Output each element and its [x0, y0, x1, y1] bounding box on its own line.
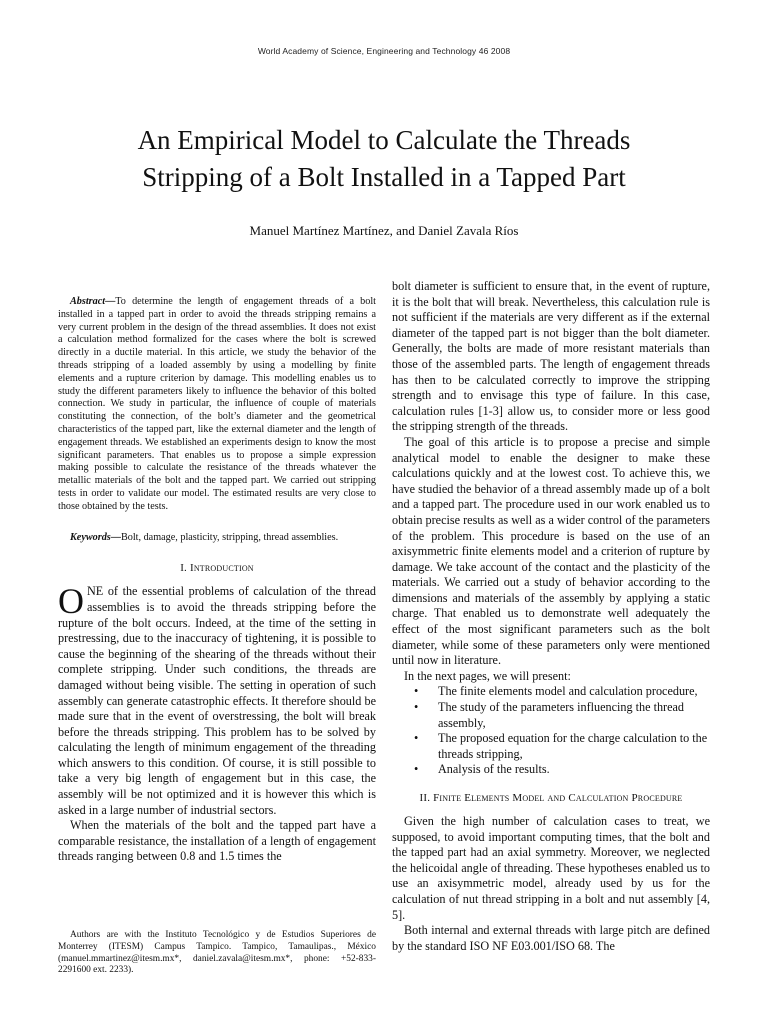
list-item [414, 684, 710, 700]
right-paragraph-3: In the next pages, we will present: [404, 668, 571, 683]
list-item [414, 762, 710, 778]
list-item-text: Analysis of the results. [438, 762, 550, 777]
keywords-label: Keywords [70, 531, 111, 543]
intro-paragraph-1 [58, 581, 376, 818]
paper-title [60, 122, 708, 196]
abstract [58, 296, 376, 514]
bullet-icon: • [414, 684, 419, 699]
bullet-icon: • [414, 700, 419, 715]
keywords-dash: — [110, 531, 121, 543]
title-line-2: Stripping of a Bolt Installed in a Tapped Part [142, 162, 626, 192]
bullet-icon: • [414, 731, 419, 746]
right-paragraph-1: bolt diameter is sufficient to ensure that, in the event of rupture, it is the bolt that will break. Nevertheless, this calculation rule is not sufficient if the materials are very different as if the external diameter of the tapped part is not bigger than the bolt diameter. Generally, the bolts are made of more resistant materials than those of the assembled parts. The length of engagement threads has then to be calculated correctly to improve the stripping strength and to envisage this type of failure. In this case, calculation rules [1-3] allow us, to consider more or less good the stripping strength of the threads. [392, 279, 710, 434]
list-item [414, 731, 710, 762]
keywords-text: Bolt, damage, plasticity, stripping, thread assemblies. [120, 531, 339, 543]
abstract-dash: — [105, 296, 116, 307]
drop-cap: O [58, 581, 84, 622]
right-paragraph-2: The goal of this article is to propose a precise and simple analytical model to enable the designer to make these calculations quickly and at the lowest cost. To achieve this, we have studied the behavior of a thread assembly made up of a bolt and a tapped part. The procedure used in our work enabled us to obtain precise results as well as a wider control of the parameters of the problem. This procedure is based on the use of an axisymmetric finite elements model and a criterion of rupture by damage. We take account of the contact and the plasticity of the materials. We carried out a study of behavior according to the dimensions and materials of the assembly by applying a static charge. That enabled us to demonstrate well adequately the effect of the most significant parameters such as the bolt diameter, while some of these parameters only were mentioned until now in literature. [392, 434, 710, 668]
section-heading-finite-elements: II. Finite Elements Model and Calculation Procedure [419, 792, 683, 804]
list-item-text: The proposed equation for the charge calculation to the threads stripping, [438, 731, 708, 761]
list-item-text: The finite elements model and calculation procedure, [438, 684, 698, 699]
intro-paragraph-2: When the materials of the bolt and the tapped part have a comparable resistance, the installation of a length of engagement threads ranging between 0.8 and 1.5 times the [58, 818, 376, 864]
outline-list [392, 684, 710, 778]
author-footnote: Authors are with the Instituto Tecnológico y de Estudios Superiores de Monterrey (ITESM) Campus Tampico. Tampico, Tamaulipas., México (manuel.mmartinez@itesm.mx*, daniel.zavala@itesm.mx*, phone: +52-833-2291600 ext. 2233). [58, 930, 376, 976]
abstract-label: Abstract [70, 296, 106, 307]
keywords [58, 532, 376, 545]
section-heading-introduction: I. Introduction [180, 562, 254, 575]
right-column [392, 279, 710, 954]
author-list: Manuel Martínez Martínez, and Daniel Zavala Ríos [249, 223, 519, 238]
title-line-1: An Empirical Model to Calculate the Threads [137, 125, 631, 155]
sec2-paragraph-1: Given the high number of calculation cases to treat, we supposed, to avoid important computing times, that the bolt and the tapped part had an axial symmetry. Moreover, we neglected the helicoidal angle of threading. These hypotheses enabled us to use an axisymmetric model, already used by us for the calculation of nut thread stripping in a bolt and nut assembly [4, 5]. [392, 814, 710, 922]
abstract-text: To determine the length of engagement threads of a bolt installed in a tapped part in order to avoid the threads stripping remains a very current problem in the design of the thread assemblies. It does not exist a calculation method formalized for the cases where the bolt is screwed directly in a ductile material. In this article, we study the behavior of the threads stripping of a loaded assembly by using a modelling by finite elements and a rupture criterion by damage. This modelling enables us to study the different parameters likely to influence the behavior of this bolted connection. We study in particular, the influence of couple of materials constituting the connection, of the bolt’s diameter and the geometrical characteristics of the tapped part, like the external diameter and the length of engagement threads. We established an experiments design to know the most significant parameters. That enables us to propose a simple expression making possible to calculate the resistance of the threads whatever the metallic materials of the bolt and the tapped part. We carried out stripping tests in order to validate our model. The estimated results are very close to those obtained by the tests. [58, 296, 376, 512]
left-column [58, 296, 376, 865]
bullet-icon: • [414, 762, 419, 777]
intro-paragraph-1-text: NE of the essential problems of calculation of the thread assemblies is to avoid the threads stripping before the rupture of the bolt occurs. Indeed, at the time of the setting in prestressing, due to the inaccuracy of tightening, it is possible to cause the beginning of the shearing of the threads without their complete stripping. Under such conditions, the threads are damaged without being visible. The setting in operation of such assembly can generate catastrophic effects. It therefore should be made sure that in the event of overstressing, the bolt will break before the threads stripping. This problem has to be solved by calculating the length of minimum engagement of the threading which answers to this condition. Of course, it is still possible to take a very big length of engagement but in this case, the assembly will be not optimized and it is however this which is asked in a large number of industrial sectors. [58, 584, 376, 817]
list-item [414, 700, 710, 731]
sec2-paragraph-2: Both internal and external threads with large pitch are defined by the standard ISO NF E03.001/ISO 68. The [392, 923, 710, 953]
journal-header: World Academy of Science, Engineering and Technology 46 2008 [257, 46, 511, 56]
list-item-text: The study of the parameters influencing the thread assembly, [438, 700, 685, 730]
